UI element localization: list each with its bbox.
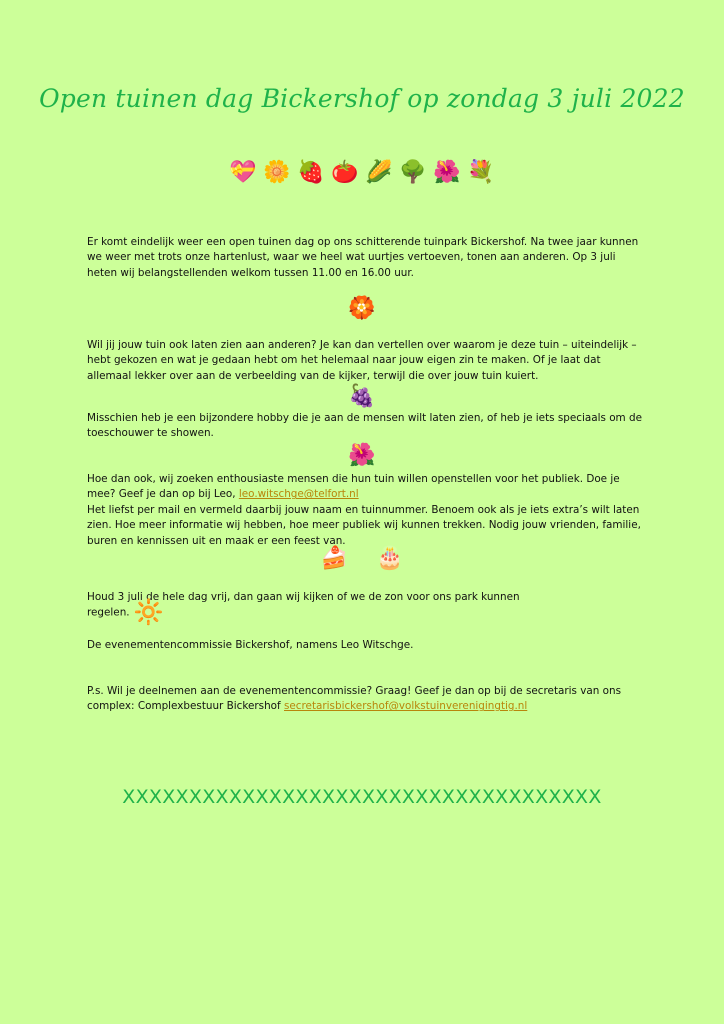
flower-icon: 🏵️ (348, 296, 376, 321)
leo-email-link[interactable]: leo.witschge@telfort.nl (238, 488, 359, 501)
cake-icon: 🍰 (320, 546, 348, 571)
paragraph-show-garden: Wil jij jouw tuin ook laten zien aan anderen? Je kan dan vertellen over waarom je deze tuin – uiteindelijk – hebt gekozen en wat je gedaan hebt om het helemaal naar jouw eigen zin te maken. Of je laat dat allemaal lekker over aan de verbeelding van de kijker, terwijl die over jouw tuin kuiert. (87, 339, 637, 382)
corn-icon: 🌽 (365, 160, 393, 185)
tomato-icon: 🍅 (331, 160, 359, 185)
page-title: Open tuinen dag Bickershof op zondag 3 juli 2022 (39, 84, 685, 113)
footer-separator: XXXXXXXXXXXXXXXXXXXXXXXXXXXXXXXXXXXX (122, 786, 602, 808)
grapes-icon: 🍇 (348, 384, 376, 409)
emoji-row (0, 160, 724, 185)
signature-paragraph: De evenementencommissie Bickershof, namens Leo Witschge. (87, 639, 414, 651)
ps-text: P.s. Wil je deelnemen aan de evenementencommissie? Graag! Geef je dan op bij de secretaris van ons complex: Complexbestuur Bickershof (87, 685, 622, 713)
secretaris-email-link[interactable]: secretarisbickershof@volkstuinverenigingtig.nl (284, 700, 528, 713)
paragraph-hobby: Misschien heb je een bijzondere hobby die je aan de mensen wilt laten zien, of heb je iets speciaals om de toeschouwer te showen. (87, 412, 642, 440)
signup-text: Hoe dan ook, wij zoeken enthousiaste mensen die hun tuin willen openstellen voor het publiek. Doe je mee? Geef je dan op bij Leo, (87, 473, 620, 501)
bouquet-icon: 💐 (467, 160, 495, 185)
sun-text: Houd 3 juli de hele dag vrij, dan gaan wij kijken of we de zon voor ons park kunnen regelen. (87, 591, 520, 620)
sun-icon: 🔆 (133, 598, 164, 627)
ps-paragraph (87, 684, 647, 715)
flower-icon: 🌼 (263, 160, 291, 185)
birthday-cake-icon: 🎂 (375, 546, 404, 571)
hibiscus-icon: 🌺 (348, 443, 376, 468)
paragraph-signup (87, 472, 647, 549)
intro-paragraph: Er komt eindelijk weer een open tuinen dag op ons schitterende tuinpark Bickershof. Na twee jaar kunnen we weer met trots onze hartenlust, waar we heel wat uurtjes vertoeven, tonen aan anderen. Op 3 juli heten wij belangstellenden welkom tussen 11.00 en 16.00 uur. (87, 236, 639, 279)
signup-details: Het liefst per mail en vermeld daarbij jouw naam en tuinnummer. Benoem ook als je iets extra’s wilt laten zien. Hoe meer informatie wij hebben, hoe meer publiek wij kunnen trekken. Nodig jouw vrienden, familie, buren en kennissen uit en maak er een feest van. (87, 503, 641, 547)
cake-icons (0, 546, 724, 571)
hibiscus-icon: 🌺 (433, 160, 461, 185)
paragraph-sun (87, 590, 587, 627)
heart-gift-icon: 💝 (229, 160, 257, 185)
strawberry-icon: 🍓 (297, 160, 325, 185)
tree-icon: 🌳 (399, 160, 427, 185)
